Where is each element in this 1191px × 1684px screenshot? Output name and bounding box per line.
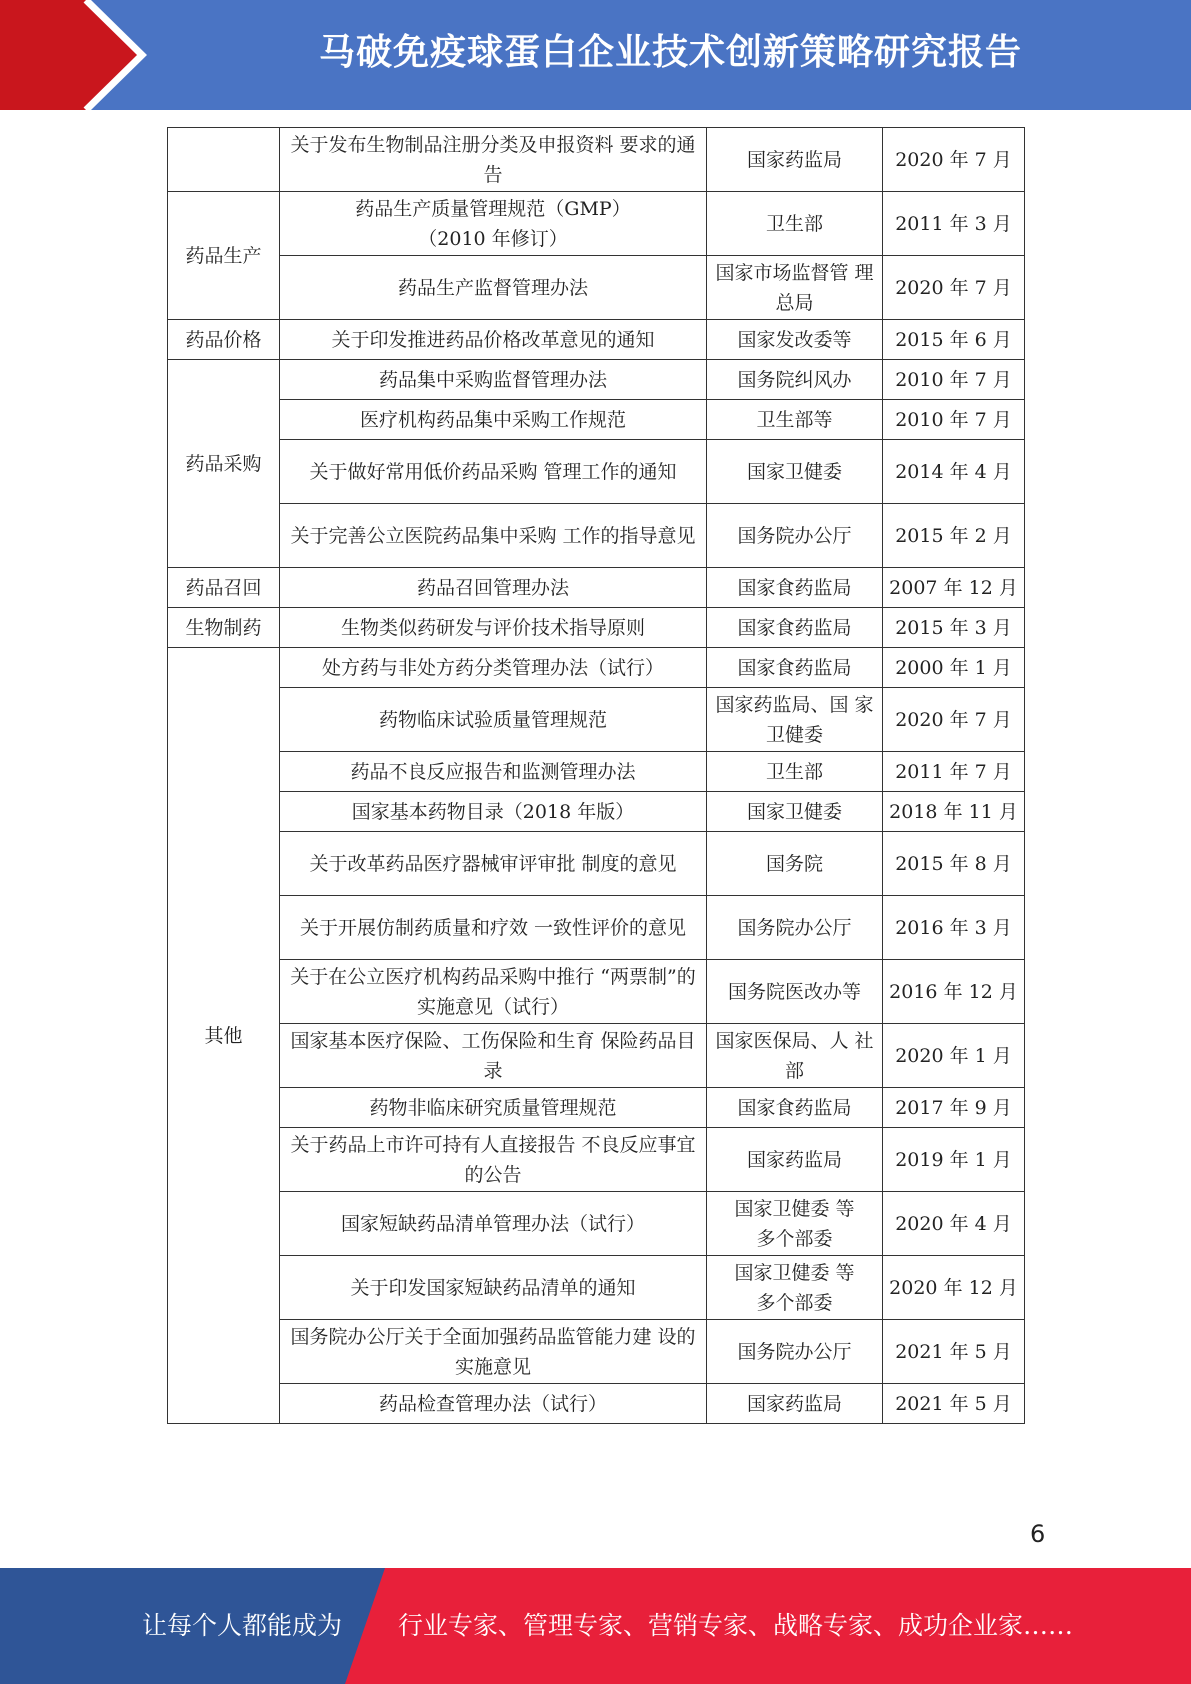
agency-cell: 卫生部: [707, 752, 883, 792]
category-cell: [168, 128, 280, 192]
table-row: [168, 1128, 1025, 1192]
table-row: [168, 1256, 1025, 1320]
date-cell: 2016 年 12 月: [883, 960, 1025, 1024]
date-cell: 2021 年 5 月: [883, 1320, 1025, 1384]
date-cell: 2010 年 7 月: [883, 400, 1025, 440]
table-row: [168, 320, 1025, 360]
date-cell: 2018 年 11 月: [883, 792, 1025, 832]
title-cell: 医疗机构药品集中采购工作规范: [280, 400, 707, 440]
agency-cell: 国家食药监局: [707, 568, 883, 608]
table-row: [168, 192, 1025, 256]
policy-table: [167, 127, 1025, 1424]
date-cell: 2020 年 7 月: [883, 256, 1025, 320]
agency-cell: 国家药监局、国 家卫健委: [707, 688, 883, 752]
category-cell: 药品采购: [168, 360, 280, 568]
agency-cell: 国务院医改办等: [707, 960, 883, 1024]
title-cell: 关于完善公立医院药品集中采购 工作的指导意见: [280, 504, 707, 568]
table-row: [168, 568, 1025, 608]
title-cell: 药物临床试验质量管理规范: [280, 688, 707, 752]
title-cell: 药品生产监督管理办法: [280, 256, 707, 320]
agency-cell: 国务院: [707, 832, 883, 896]
agency-cell: 国家卫健委: [707, 440, 883, 504]
table-row: [168, 752, 1025, 792]
table-row: [168, 400, 1025, 440]
page-footer: [0, 1568, 1191, 1684]
agency-cell: 卫生部等: [707, 400, 883, 440]
date-cell: 2016 年 3 月: [883, 896, 1025, 960]
table-row: [168, 360, 1025, 400]
agency-cell: 国务院办公厅: [707, 896, 883, 960]
table-row: [168, 1384, 1025, 1424]
title-cell: 药品检查管理办法（试行）: [280, 1384, 707, 1424]
title-cell: 关于印发推进药品价格改革意见的通知: [280, 320, 707, 360]
agency-cell: 国家医保局、人 社部: [707, 1024, 883, 1088]
date-cell: 2015 年 8 月: [883, 832, 1025, 896]
table-row: [168, 792, 1025, 832]
title-cell: 关于药品上市许可持有人直接报告 不良反应事宜的公告: [280, 1128, 707, 1192]
agency-cell: 国家药监局: [707, 1384, 883, 1424]
title-cell: 关于在公立医疗机构药品采购中推行 “两票制”的实施意见（试行）: [280, 960, 707, 1024]
header-arrow-decoration: [0, 0, 160, 110]
title-cell: 关于做好常用低价药品采购 管理工作的通知: [280, 440, 707, 504]
category-cell: 其他: [168, 648, 280, 1424]
table-row: [168, 1192, 1025, 1256]
title-cell: 国家基本医疗保险、工伤保险和生育 保险药品目录: [280, 1024, 707, 1088]
agency-cell: 国务院办公厅: [707, 504, 883, 568]
agency-cell: 国家发改委等: [707, 320, 883, 360]
agency-cell: 国家市场监督管 理总局: [707, 256, 883, 320]
title-cell: 生物类似药研发与评价技术指导原则: [280, 608, 707, 648]
title-cell: 关于开展仿制药质量和疗效 一致性评价的意见: [280, 896, 707, 960]
date-cell: 2020 年 1 月: [883, 1024, 1025, 1088]
agency-cell: 国家卫健委 等 多个部委: [707, 1192, 883, 1256]
footer-slogan-left: 让每个人都能成为: [142, 1611, 343, 1640]
table-row: [168, 1024, 1025, 1088]
page-header: [0, 0, 1191, 110]
agency-cell: 国务院纠风办: [707, 360, 883, 400]
table-row: [168, 1320, 1025, 1384]
category-cell: 药品生产: [168, 192, 280, 320]
agency-cell: 国家药监局: [707, 128, 883, 192]
title-cell: 关于印发国家短缺药品清单的通知: [280, 1256, 707, 1320]
table-row: [168, 608, 1025, 648]
agency-cell: 国家食药监局: [707, 1088, 883, 1128]
date-cell: 2010 年 7 月: [883, 360, 1025, 400]
table-row: [168, 440, 1025, 504]
date-cell: 2007 年 12 月: [883, 568, 1025, 608]
date-cell: 2015 年 3 月: [883, 608, 1025, 648]
agency-cell: 国家卫健委: [707, 792, 883, 832]
title-cell: 药品生产质量管理规范（GMP） （2010 年修订）: [280, 192, 707, 256]
title-cell: 药品集中采购监督管理办法: [280, 360, 707, 400]
footer-slogan-right: 行业专家、管理专家、营销专家、战略专家、成功企业家……: [398, 1611, 1074, 1640]
table-row: [168, 256, 1025, 320]
date-cell: 2015 年 6 月: [883, 320, 1025, 360]
date-cell: 2011 年 7 月: [883, 752, 1025, 792]
table-row: [168, 896, 1025, 960]
date-cell: 2000 年 1 月: [883, 648, 1025, 688]
date-cell: 2017 年 9 月: [883, 1088, 1025, 1128]
date-cell: 2015 年 2 月: [883, 504, 1025, 568]
title-cell: 国务院办公厅关于全面加强药品监管能力建 设的实施意见: [280, 1320, 707, 1384]
agency-cell: 国务院办公厅: [707, 1320, 883, 1384]
date-cell: 2021 年 5 月: [883, 1384, 1025, 1424]
report-title: 马破免疫球蛋白企业技术创新策略研究报告: [318, 32, 1022, 73]
title-cell: 药物非临床研究质量管理规范: [280, 1088, 707, 1128]
category-cell: 药品价格: [168, 320, 280, 360]
date-cell: 2019 年 1 月: [883, 1128, 1025, 1192]
title-cell: 药品不良反应报告和监测管理办法: [280, 752, 707, 792]
table-row: [168, 648, 1025, 688]
table-row: [168, 688, 1025, 752]
date-cell: 2020 年 12 月: [883, 1256, 1025, 1320]
agency-cell: 国家药监局: [707, 1128, 883, 1192]
agency-cell: 国家食药监局: [707, 608, 883, 648]
date-cell: 2014 年 4 月: [883, 440, 1025, 504]
page-number: 6: [1030, 1520, 1046, 1548]
table-row: [168, 960, 1025, 1024]
date-cell: 2020 年 7 月: [883, 688, 1025, 752]
agency-cell: 国家卫健委 等 多个部委: [707, 1256, 883, 1320]
title-cell: 关于发布生物制品注册分类及申报资料 要求的通告: [280, 128, 707, 192]
table-row: [168, 832, 1025, 896]
title-cell: 国家基本药物目录（2018 年版）: [280, 792, 707, 832]
category-cell: 生物制药: [168, 608, 280, 648]
table-row: [168, 1088, 1025, 1128]
table-row: [168, 128, 1025, 192]
title-cell: 处方药与非处方药分类管理办法（试行）: [280, 648, 707, 688]
agency-cell: 卫生部: [707, 192, 883, 256]
title-cell: 关于改革药品医疗器械审评审批 制度的意见: [280, 832, 707, 896]
date-cell: 2011 年 3 月: [883, 192, 1025, 256]
date-cell: 2020 年 7 月: [883, 128, 1025, 192]
title-cell: 药品召回管理办法: [280, 568, 707, 608]
agency-cell: 国家食药监局: [707, 648, 883, 688]
table-row: [168, 504, 1025, 568]
category-cell: 药品召回: [168, 568, 280, 608]
header-red-arrow: [0, 0, 142, 110]
date-cell: 2020 年 4 月: [883, 1192, 1025, 1256]
title-cell: 国家短缺药品清单管理办法（试行）: [280, 1192, 707, 1256]
